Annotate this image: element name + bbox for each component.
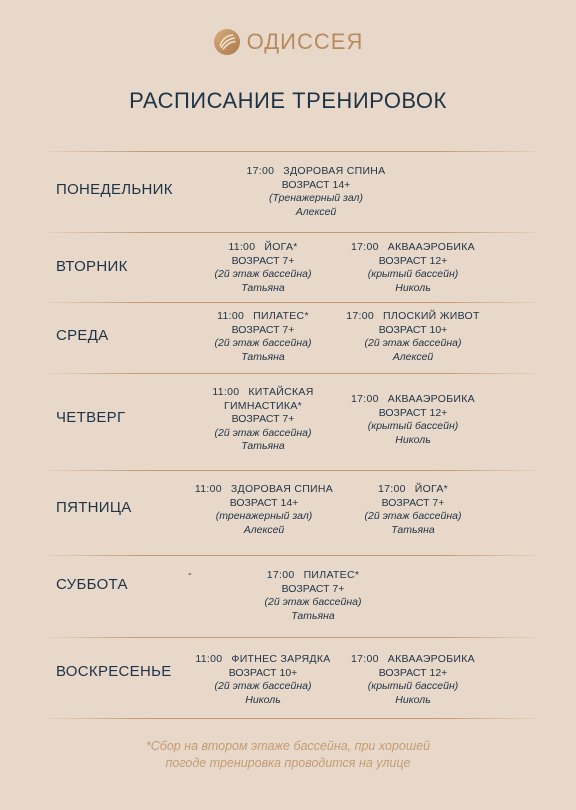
- day-friday: ПЯТНИЦА: [56, 499, 132, 516]
- divider: [48, 555, 536, 556]
- schedule-entry: 11:00 ЙОГА* ВОЗРАСТ 7+ (2й этаж бассейна) Татьяна: [214, 241, 312, 294]
- schedule-entry: 17:00 АКВААЭРОБИКА ВОЗРАСТ 12+ (крытый бассейн) Николь: [351, 241, 475, 294]
- brand-logo: [0, 28, 576, 56]
- day-saturday: СУББОТА: [56, 576, 128, 593]
- shell-logo-icon: [213, 28, 241, 56]
- divider: [48, 718, 536, 719]
- schedule-entry: 11:00 КИТАЙСКАЯ ГИМНАСТИКА* ВОЗРАСТ 7+ (2й этаж бассейна) Татьяна: [212, 386, 314, 452]
- day-tuesday: ВТОРНИК: [56, 258, 128, 275]
- brand-name: ОДИССЕЯ: [246, 29, 364, 54]
- schedule-entry: 17:00 АКВААЭРОБИКА ВОЗРАСТ 12+ (крытый бассейн) Николь: [351, 393, 475, 446]
- schedule-entry: 17:00 ПИЛАТЕС* ВОЗРАСТ 7+ (2й этаж бассейна) Татьяна: [264, 569, 362, 622]
- schedule-entry: 17:00 ПЛОСКИЙ ЖИВОТ ВОЗРАСТ 10+ (2й этаж бассейна) Алексей: [346, 310, 480, 363]
- footnote-line: погоде тренировка проводится на улице: [165, 756, 411, 770]
- day-thursday: ЧЕТВЕРГ: [56, 409, 126, 426]
- divider: [48, 302, 536, 303]
- schedule-entry: 17:00 АКВААЭРОБИКА ВОЗРАСТ 12+ (крытый бассейн) Николь: [351, 653, 475, 706]
- footnote: [0, 738, 576, 772]
- schedule-entry: 17:00 ЙОГА* ВОЗРАСТ 7+ (2й этаж бассейна) Татьяна: [364, 483, 462, 536]
- divider: [48, 637, 536, 638]
- empty-slot-dash: -: [188, 568, 192, 580]
- divider: [48, 151, 536, 152]
- schedule-entry: 11:00 ЗДОРОВАЯ СПИНА ВОЗРАСТ 14+ (тренажерный зал) Алексей: [194, 483, 334, 536]
- day-wednesday: СРЕДА: [56, 327, 109, 344]
- divider: [48, 470, 536, 471]
- schedule-entry: 11:00 ПИЛАТЕС* ВОЗРАСТ 7+ (2й этаж бассейна) Татьяна: [214, 310, 312, 363]
- day-monday: ПОНЕДЕЛЬНИК: [56, 181, 173, 198]
- day-sunday: ВОСКРЕСЕНЬЕ: [56, 663, 172, 680]
- schedule-entry: 11:00 ФИТНЕС ЗАРЯДКА ВОЗРАСТ 10+ (2й этаж бассейна) Николь: [195, 653, 331, 706]
- divider: [48, 373, 536, 374]
- divider: [48, 232, 536, 233]
- footnote-line: *Сбор на втором этаже бассейна, при хорошей: [145, 739, 431, 753]
- page-title: РАСПИСАНИЕ ТРЕНИРОВОК: [129, 88, 447, 113]
- schedule-entry: 17:00 ЗДОРОВАЯ СПИНА ВОЗРАСТ 14+ (Тренажерный зал) Алексей: [246, 165, 386, 218]
